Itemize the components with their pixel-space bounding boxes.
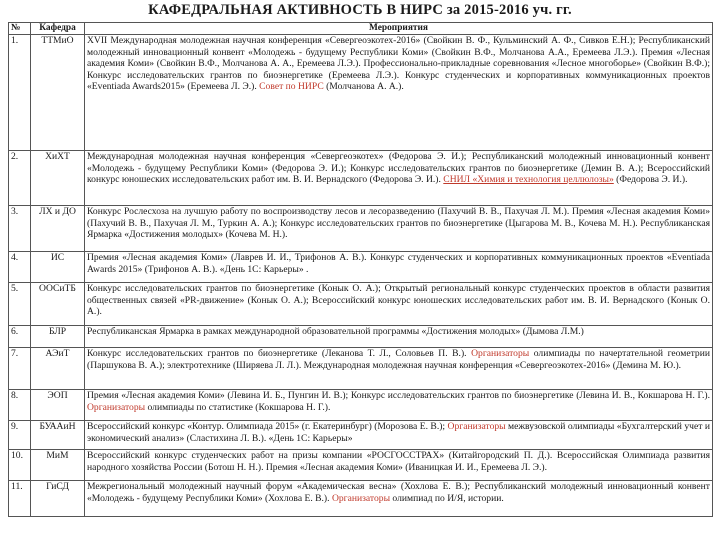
header-events: Мероприятия [85,23,713,35]
row-number: 3. [9,206,31,252]
page-title: КАФЕДРАЛЬНАЯ АКТИВНОСТЬ В НИРС за 2015-2016 уч. гг. [148,2,572,18]
header-department: Кафедра [31,23,85,35]
table-row [9,421,713,450]
table-row [9,151,713,206]
row-events [85,252,713,283]
row-events [85,421,713,450]
table-row [9,206,713,252]
highlight-text: Совет по НИРС [259,81,324,93]
row-department: ЭОП [31,390,85,421]
table-row [9,450,713,481]
event-text: Премия «Лесная академия Коми» (Левина И. Б., Пунгин И. В.); Конкурс исследовательских грантов по биоэнергетике (Левина И. В., Кокшарова Н. Г.). [87,390,710,401]
highlight-text: Организаторы [331,492,391,504]
event-text: Премия «Лесная академия Коми» (Лаврев И. И., Трифонов А. В.). Конкурс студенческих и корпоративных коммуникационных проектов «Eventiada Awards 2015» (Трифонов А. В.). «День 1С: Карьеры» . [87,252,710,275]
event-text: олимпиады по статистике (Кокшарова Н. Г.). [145,401,331,413]
row-number: 10. [9,450,31,481]
row-number: 4. [9,252,31,283]
row-events [85,348,713,390]
highlight-text: Организаторы [447,421,506,432]
table-header-row [9,23,713,35]
row-events [85,390,713,421]
row-department: БУААиН [31,421,85,450]
event-text: Межрегиональный молодежный научный форум «Академическая весна» (Хохлова Е. В.); Республиканский молодежный инновационный конвент «Молодежь - будущему Республики Коми» (Хохлова Е. В.). [87,481,710,504]
table-row [9,348,713,390]
row-number: 6. [9,326,31,348]
row-department: ООСиТБ [31,283,85,326]
row-events [85,151,713,206]
event-text: Всероссийский конкурс студенческих работ на призы компании «РОСГОССТРАХ» (Китайгородский П. Д.). Всероссийская Олимпиада развития народного хозяйства России (Ботош Н. Н.). Премия «Лесная академия Коми» (Иваницкая И. И., Еремеева Л. Э.). [87,450,710,473]
event-text: XVII Международная молодежная научная конференция «Севергеоэкотех-2016» (Свойкин В. Ф., Кульминский А. Ф., Сивков Е.Н.); Республиканский молодежный инновационный конвент «Молодежь - будущему Республики Коми» (Свойкин В.Ф., Молчанова А.А., Еремеева Л.Э.). Премия «Лесная академия Коми» (Свойкин В.Ф., Молчанова А. А., Еремеева Л.Э.). Профессионально-прикладные соревнования «Лесное многоборье» (Свойкин В.Ф.); Конкурс исследовательских грантов по биоэнергетике (Еремеева Л.Э.). Конкурс студенческих и корпоративных коммуникационных проектов «Eventiada Awards2015» (Еремеева Л. Э.). [87,35,710,93]
row-number: 1. [9,35,31,151]
row-department: ХиХТ [31,151,85,206]
row-department: ЛХ и ДО [31,206,85,252]
table-row [9,390,713,421]
row-department: ГиСД [31,481,85,517]
row-number: 9. [9,421,31,450]
row-events [85,450,713,481]
event-text: Конкурс Рослесхоза на лучшую работу по воспроизводству лесов и лесоразведению (Пахучий В. В., Пахучая Л. М.). Премия «Лесная академия Коми» (Пахучий В. В., Пахучая Л. М., Туркин А. А.); Конкурс исследовательских грантов по биоэнергетике (Цыгарова М. В., Кочева М. Н.). Республиканская Ярмарка «Достижения молодых» (Кочева М. Н.). [87,206,710,241]
row-events [85,206,713,252]
event-text: олимпиады по начертательной геометрии (Паршукова В. А.); электротехнике (Ширяева Л. Л.). Международная молодежная научная конференция «Севергеоэкотех-2016» (Демина М. Ю.). [87,348,711,371]
event-text: олимпиад по И/Я, истории. [390,492,504,504]
row-events [85,35,713,151]
event-text: Конкурс исследовательских грантов по биоэнергетике (Леканова Т. Л., Соловьев П. В.). [87,348,472,359]
highlight-text: СНИЛ «Химия и технология целлюлозы» [443,174,614,186]
row-department: ИС [31,252,85,283]
event-text: Всероссийский конкурс «Контур. Олимпиада 2015» (г. Екатеринбург) (Морозова Е. В.); [87,421,448,432]
row-department: БЛР [31,326,85,348]
table-row [9,252,713,283]
table-row [9,35,713,151]
event-text: Республиканская Ярмарка в рамках международной образовательной программы «Достижения молодых» (Дымова Л.М.) [87,326,584,337]
table-row [9,283,713,326]
event-text: межвузовской олимпиады «Бухгалтерский учет и экономический анализ» (Сластихина Л. В.). «День 1С: Карьеры» [87,421,711,444]
row-number: 2. [9,151,31,206]
row-number: 5. [9,283,31,326]
table-row [9,326,713,348]
event-text: Международная молодежная научная конференция «Севергеоэкотех» (Федорова Э. И.); Республиканский молодежный инновационный конвент «Молодежь - будущему Республики Коми» (Федорова Э. И.); Конкурс исследовательских грантов по биоэнергетике (Демин В. А.); Всероссийский конкурс юношеских исследовательских работ им. В. И. Вернадского (Федорова Э. И.). [87,151,710,186]
event-text: (Молчанова А. А.). [323,81,404,93]
row-number: 8. [9,390,31,421]
event-text: Конкурс исследовательских грантов по биоэнергетике (Конык О. А.); Открытый региональный конкурс студенческих проектов в области развития общественных связей «PR-движение» (Конык О. А.); Всероссийский конкурс юношеских исследовательских работ им. В. И. Вернадского (Конык О. А.). [87,283,710,318]
header-number: № [9,23,31,35]
row-number: 7. [9,348,31,390]
row-number: 11. [9,481,31,517]
highlight-text: Организаторы [87,401,146,413]
row-events [85,283,713,326]
activity-table [8,22,713,517]
event-text: (Федорова Э. И.). [613,174,688,186]
row-events [85,326,713,348]
row-department: МиМ [31,450,85,481]
highlight-text: Организаторы [471,348,530,359]
row-department: АЭиТ [31,348,85,390]
row-department: ТТМиО [31,35,85,151]
table-row [9,481,713,517]
row-events [85,481,713,517]
